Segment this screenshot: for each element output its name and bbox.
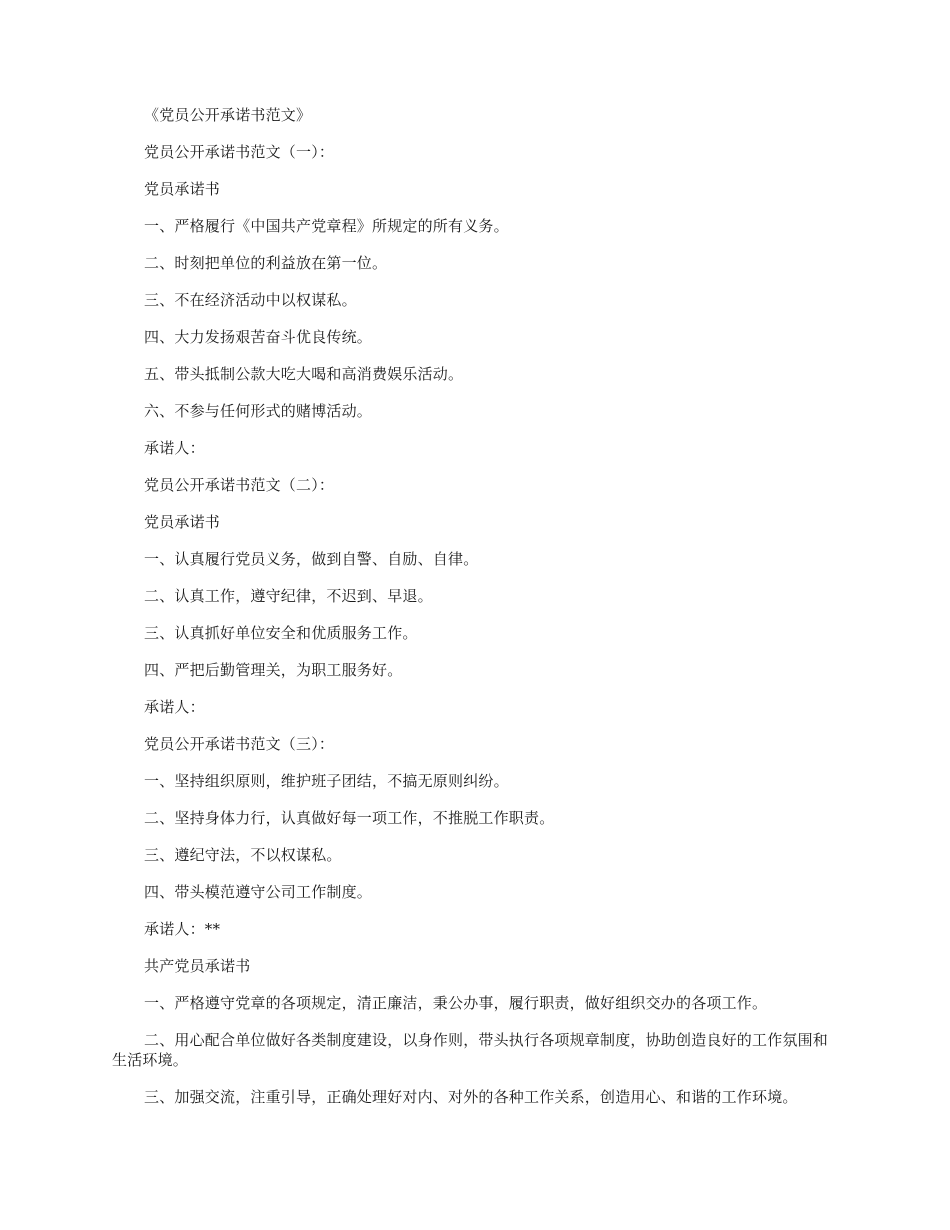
paragraph: 二、时刻把单位的利益放在第一位。 [144,254,388,272]
paragraph: 三、不在经济活动中以权谋私。 [144,291,357,309]
paragraph: 二、坚持身体力行，认真做好每一项工作，不推脱工作职责。 [144,809,555,827]
paragraph: 六、不参与任何形式的赌博活动。 [144,402,373,420]
paragraph: 三、认真抓好单位安全和优质服务工作。 [144,624,418,642]
paragraph: 三、遵纪守法，不以权谋私。 [144,846,342,864]
signature-line: 承诺人： [144,439,205,457]
subsection-heading: 共产党员承诺书 [144,957,251,975]
subsection-heading: 党员承诺书 [144,513,221,531]
paragraph: 一、坚持组织原则，维护班子团结，不搞无原则纠纷。 [144,772,509,790]
paragraph: 一、认真履行党员义务，做到自警、自励、自律。 [144,550,479,568]
section-heading: 党员公开承诺书范文（三）： [144,735,335,753]
paragraph: 四、大力发扬艰苦奋斗优良传统。 [144,328,373,346]
signature-line: 承诺人：** [144,920,221,938]
document-title: 《党员公开承诺书范文》 [144,106,312,124]
paragraph: 四、带头模范遵守公司工作制度。 [144,883,373,901]
paragraph: 一、严格履行《中国共产党章程》所规定的所有义务。 [144,217,509,235]
subsection-heading: 党员承诺书 [144,180,221,198]
section-heading: 党员公开承诺书范文（二）： [144,476,335,494]
paragraph: 五、带头抵制公款大吃大喝和高消费娱乐活动。 [144,365,464,383]
paragraph: 四、严把后勤管理关，为职工服务好。 [144,661,403,679]
paragraph: 二、用心配合单位做好各类制度建设，以身作则，带头执行各项规章制度，协助创造良好的工作氛围和生活环境。 [112,1031,829,1069]
section-heading: 党员公开承诺书范文（一）： [144,143,335,161]
paragraph: 二、认真工作，遵守纪律，不迟到、早退。 [144,587,433,605]
paragraph: 三、加强交流，注重引导，正确处理好对内、对外的各种工作关系，创造用心、和谐的工作环境。 [144,1088,798,1106]
paragraph: 一、严格遵守党章的各项规定，清正廉洁，秉公办事，履行职责，做好组织交办的各项工作。 [144,994,768,1012]
signature-line: 承诺人： [144,698,205,716]
